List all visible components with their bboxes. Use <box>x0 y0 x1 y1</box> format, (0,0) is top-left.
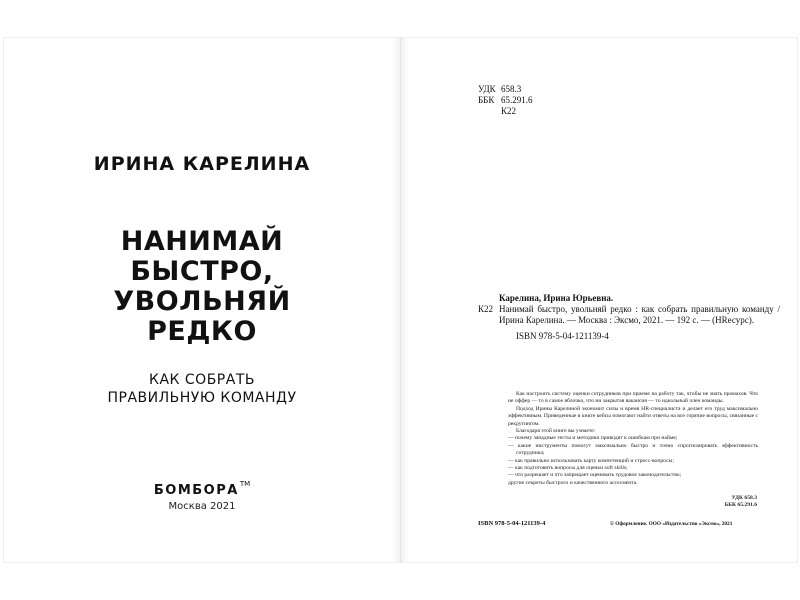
list-item: — что разрешает и что запрещает оценивать трудовое законодательство; <box>508 472 682 479</box>
udk-code: УДК 658.3 <box>731 495 757 501</box>
bbk-code: ББК 65.291.6 <box>724 502 757 509</box>
udk-value: 658.3 <box>501 84 522 94</box>
publisher-logo <box>4 480 400 498</box>
gutter-shadow <box>401 38 409 562</box>
annotation-paragraph: Благодаря этой книге вы узнаете: <box>516 428 596 435</box>
annotation-paragraph: Как настроить систему оценки сотрудников при приеме на работу так, чтобы не знать промахов. Что не оффер — то в самое яблочко, что ни закрытая вакансия — то идеальный член команды. <box>508 391 758 405</box>
list-item: — какие инструменты помогут максимально быстро и точно спрогнозировать эффективность сотрудника; <box>508 442 758 457</box>
annotation <box>508 391 758 487</box>
list-item: — как правильно использовать карту компетенций и стресс-вопросы; <box>508 457 674 464</box>
author-heading: Карелина, Ирина Юрьевна. <box>499 293 614 303</box>
isbn: ISBN 978-5-04-121139-4 <box>516 331 609 341</box>
trademark-mark: TM <box>239 480 251 488</box>
book-title <box>4 227 400 347</box>
author-mark: К22 <box>501 106 517 116</box>
footer-isbn: ISBN 978-5-04-121139-4 <box>478 520 546 527</box>
title-line: УВОЛЬНЯЙ <box>113 286 291 317</box>
list-item: — почему западные тесты и методики приводят к ошибкам при найме; <box>508 435 678 442</box>
bibliographic-description: Нанимай быстро, увольняй редко : как собрать правильную команду / Ирина Карелина. — Москва : Эксмо, 2021. — 192 с. — (HRесурс). <box>499 304 780 325</box>
subtitle-line: ПРАВИЛЬНУЮ КОМАНДУ <box>107 390 297 406</box>
list-item: — как подготовить вопросы для оценки soft skills; <box>508 465 628 472</box>
imprint-page <box>401 37 798 563</box>
publisher-name: БОМБОРА <box>153 483 239 498</box>
copyright-notice: © Оформление. ООО «Издательство «Эксмо», 2021 <box>610 521 733 527</box>
title-line: НАНИМАЙ <box>120 226 284 257</box>
bibliographic-record <box>478 293 780 342</box>
author-name: ИРИНА КАРЕЛИНА <box>93 153 311 175</box>
author-mark: К22 <box>478 304 494 314</box>
title-page <box>3 37 401 563</box>
classification-codes <box>478 84 533 117</box>
udk-row <box>478 84 533 95</box>
subtitle-line: КАК СОБРАТЬ <box>149 372 255 388</box>
bbk-label: ББК <box>478 95 495 105</box>
book-subtitle <box>4 371 400 407</box>
title-line: БЫСТРО, <box>130 256 274 287</box>
bbk-value: 65.291.6 <box>501 95 533 105</box>
title-line: РЕДКО <box>147 316 257 347</box>
list-item: другие секреты быстрого и качественного ассесмента. <box>508 479 638 486</box>
bbk-row <box>478 95 533 106</box>
author-mark-row <box>478 106 533 117</box>
udk-label: УДК <box>478 84 496 94</box>
city-year: Москва 2021 <box>168 501 236 512</box>
annotation-paragraph: Подход Ирины Карелиной экономит силы и время HR-специалиста и делает его труд максимально эффективным. Приведенные в книге кейсы помогают найти ответы на все горячие вопросы, связанные с рекрутингом. <box>508 405 758 427</box>
annotation-codes <box>711 495 757 510</box>
